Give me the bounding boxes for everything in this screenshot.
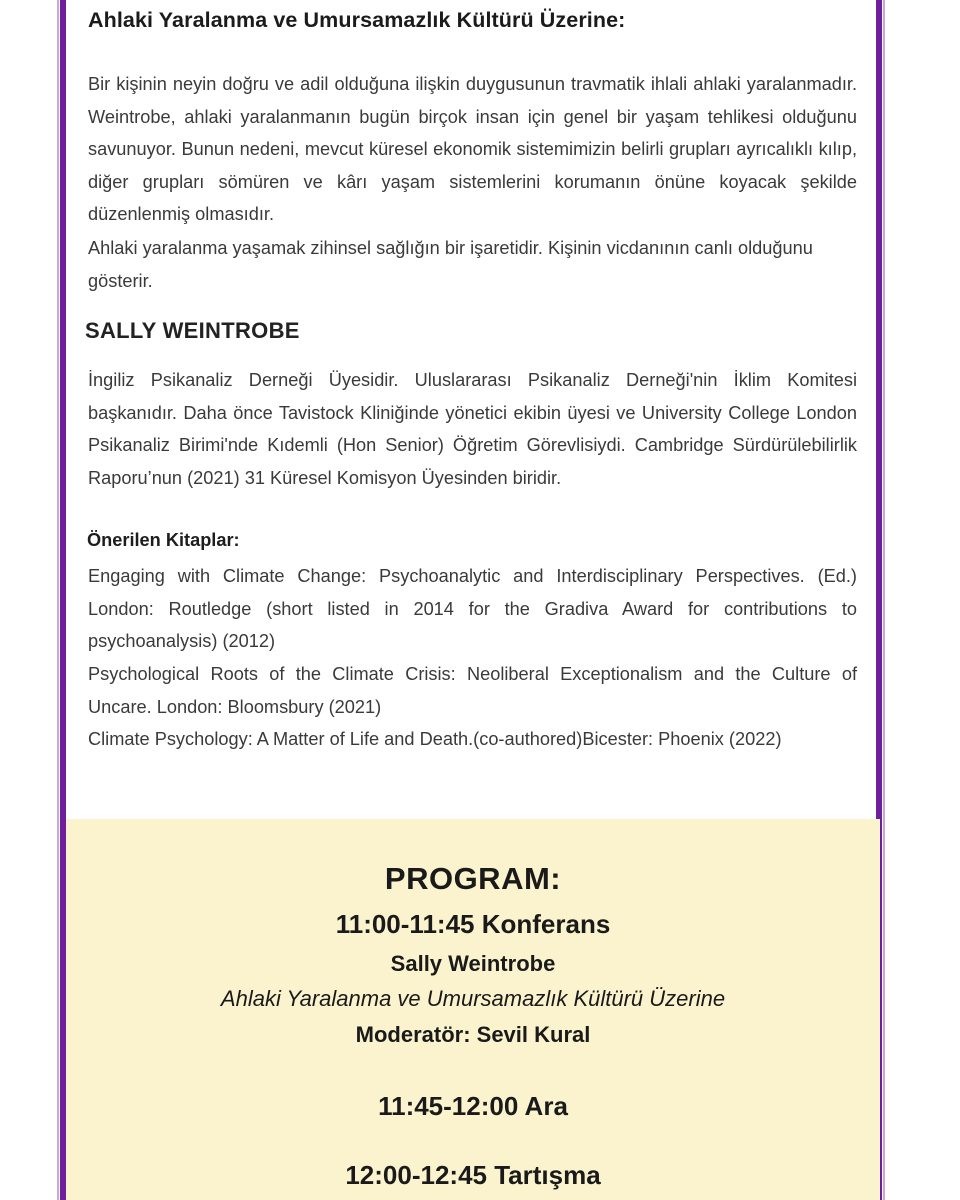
program-title: PROGRAM: (384, 861, 562, 896)
program-discussion: 12:00-12:45 Tartışma (345, 1160, 601, 1190)
program-box (66, 819, 880, 1200)
program-session-moderator: Moderatör: Sevil Kural (355, 1022, 591, 1047)
program-session-time: 11:00-11:45 Konferans (335, 909, 611, 939)
book-item: Climate Psychology: A Matter of Life and Death.(co-authored)Bicester: Phoenix (2022) (88, 729, 782, 749)
program-session-talk: Ahlaki Yaralanma ve Umursamazlık Kültürü Üzerine (220, 986, 726, 1011)
speaker-name: SALLY WEINTROBE (85, 318, 300, 343)
book-item: Psychological Roots of the Climate Crisis: Neoliberal Exceptionalism and the Culture of Uncare. London: Bloomsbury (2021) (88, 664, 857, 717)
section-paragraph-1: Bir kişinin neyin doğru ve adil olduğuna ilişkin duygusunun travmatik ihlali ahlaki yaralanmadır. Weintrobe, ahlaki yaralanmanın bugün birçok insan için genel bir yaşam tehlikesi olduğunu savunuyor. Bunun nedeni, mevcut küresel ekonomik sistemimizin belirli grupları ayrıcalıklı kılıp, diğer grupları sömüren ve kârı yaşam sistemlerini korumanın önüne koyacak şekilde düzenlenmiş olmasıdır. (88, 74, 857, 225)
program-break: 11:45-12:00 Ara (378, 1091, 568, 1121)
section-paragraph-2: Ahlaki yaralanma yaşamak zihinsel sağlığın bir işaretidir. Kişinin vicdanının canlı olduğunu gösterir. (88, 238, 813, 291)
section-title: Ahlaki Yaralanma ve Umursamazlık Kültürü Üzerine: (88, 8, 626, 32)
program-session-speaker: Sally Weintrobe (390, 951, 556, 976)
book-item: Engaging with Climate Change: Psychoanalytic and Interdisciplinary Perspectives. (Ed.) London: Routledge (short listed in 2014 for the Gradiva Award for contributions to psychoanalysis) (2012) (88, 566, 857, 652)
speaker-bio: İngiliz Psikanaliz Derneği Üyesidir. Uluslararası Psikanaliz Derneği'nin İklim Komitesi başkanıdır. Daha önce Tavistock Kliniğinde yönetici ekibin üyesi ve University College London Psikanaliz Birimi'nde Kıdemli (Hon Senior) Öğretim Görevlisiydi. Cambridge Sürdürülebilirlik Raporu’nun (2021) 31 Küresel Komisyon Üyesinden biridir. (88, 370, 857, 488)
recommended-books-title: Önerilen Kitaplar: (87, 530, 240, 550)
